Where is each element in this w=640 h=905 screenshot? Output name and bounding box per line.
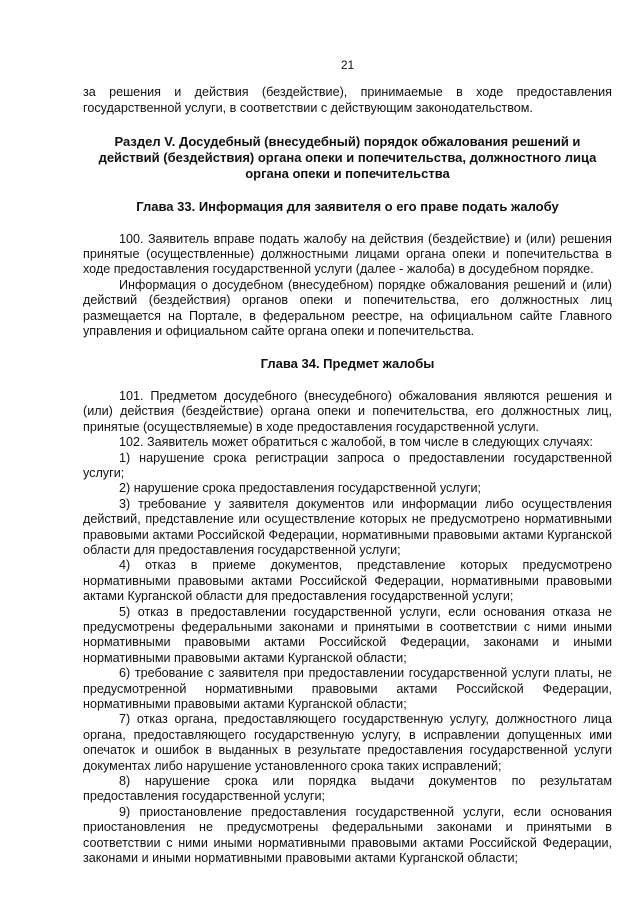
list-item-8: 8) нарушение срока или порядка выдачи документов по результатам предоставления государственной услуги; — [83, 774, 612, 804]
chapter-33 — [83, 199, 612, 339]
list-item-1: 1) нарушение срока регистрации запроса о предоставлении государственной услуги; — [83, 450, 612, 480]
list-item-5: 5) отказ в предоставлении государственной услуги, если основания отказа не предусмотрены федеральными законами и принятыми в соответствии с ними иными нормативными правовыми актами Российской Федерации, законами и иными нормативными правовыми актами Курганской области; — [83, 604, 612, 665]
chapter-34-title: Глава 34. Предмет жалобы — [260, 356, 435, 372]
list-item-2: 2) нарушение срока предоставления государственной услуги; — [119, 481, 482, 496]
paragraph-101: 101. Предметом досудебного (внесудебного) обжалования являются решения и (или) действия (бездействие) органа опеки и попечительства, его должностных лиц, принятые (осуществляемые) в ходе предоставления государственной услуги. — [83, 388, 612, 434]
chapter-33-title: Глава 33. Информация для заявителя о его праве подать жалобу — [136, 199, 559, 215]
list-item-6: 6) требование с заявителя при предоставлении государственной услуги платы, не предусмотренной нормативными правовыми актами Российской Федерации, нормативными правовыми актами Курганской области; — [83, 666, 612, 711]
list-item-4: 4) отказ в приеме документов, представление которых предусмотрено нормативными правовыми актами Российской Федерации, нормативными правовыми актами Курганской области для предоставления государственной услуги; — [83, 558, 612, 604]
list-item-9: 9) приостановление предоставления государственной услуги, если основания приостановления не предусмотрены федеральными законами и принятыми в соответствии с ними иными нормативными правовыми актами Российской Федерации, законами и иными нормативными правовыми актами Курганской области; — [83, 804, 612, 866]
intro-paragraph: за решения и действия (бездействие), принимаемые в ходе предоставления государственной услуги, в соответствии с действующим законодательством. — [83, 85, 612, 115]
paragraph-100: 100. Заявитель вправе подать жалобу на действия (бездействие) и (или) решения принятые (осуществленные) должностными лицами органа опеки и попечительства в ходе предоставления государственной услуги (далее - жалоба) в досудебном порядке. — [83, 231, 612, 277]
chapter-34 — [83, 356, 612, 866]
list-item-7: 7) отказ органа, предоставляющего государственную услугу, должностного лица органа, предоставляющего государственную услугу, в исправлении допущенных ими опечаток и ошибок в выданных в результате предоставления государственной услуги документах либо нарушение установленного срока таких исправлений; — [83, 712, 612, 773]
section-title: Раздел V. Досудебный (внесудебный) порядок обжалования решений и действий (бездействия) органа опеки и попечительства, должностного лица органа опеки и попечительства — [98, 134, 597, 182]
page-number: 21 — [340, 58, 355, 72]
list-item-3: 3) требование у заявителя документов или информации либо осуществления действий, представление или осуществление которых не предусмотрено нормативными правовыми актами Российской Федерации, нормативными правовыми актами Курганской области для предоставления государственной услуги; — [83, 496, 612, 557]
paragraph-info: Информация о досудебном (внесудебном) порядке обжалования решений и (или) действий (бездействия) органов опеки и попечительства, его должностных лиц размещается на Портале, в федеральном реестре, на официальном сайте Главного управления и официальном сайте органа опеки и попечительства. — [83, 277, 612, 339]
paragraph-102: 102. Заявитель может обратиться с жалобой, в том числе в следующих случаях: — [119, 435, 593, 450]
